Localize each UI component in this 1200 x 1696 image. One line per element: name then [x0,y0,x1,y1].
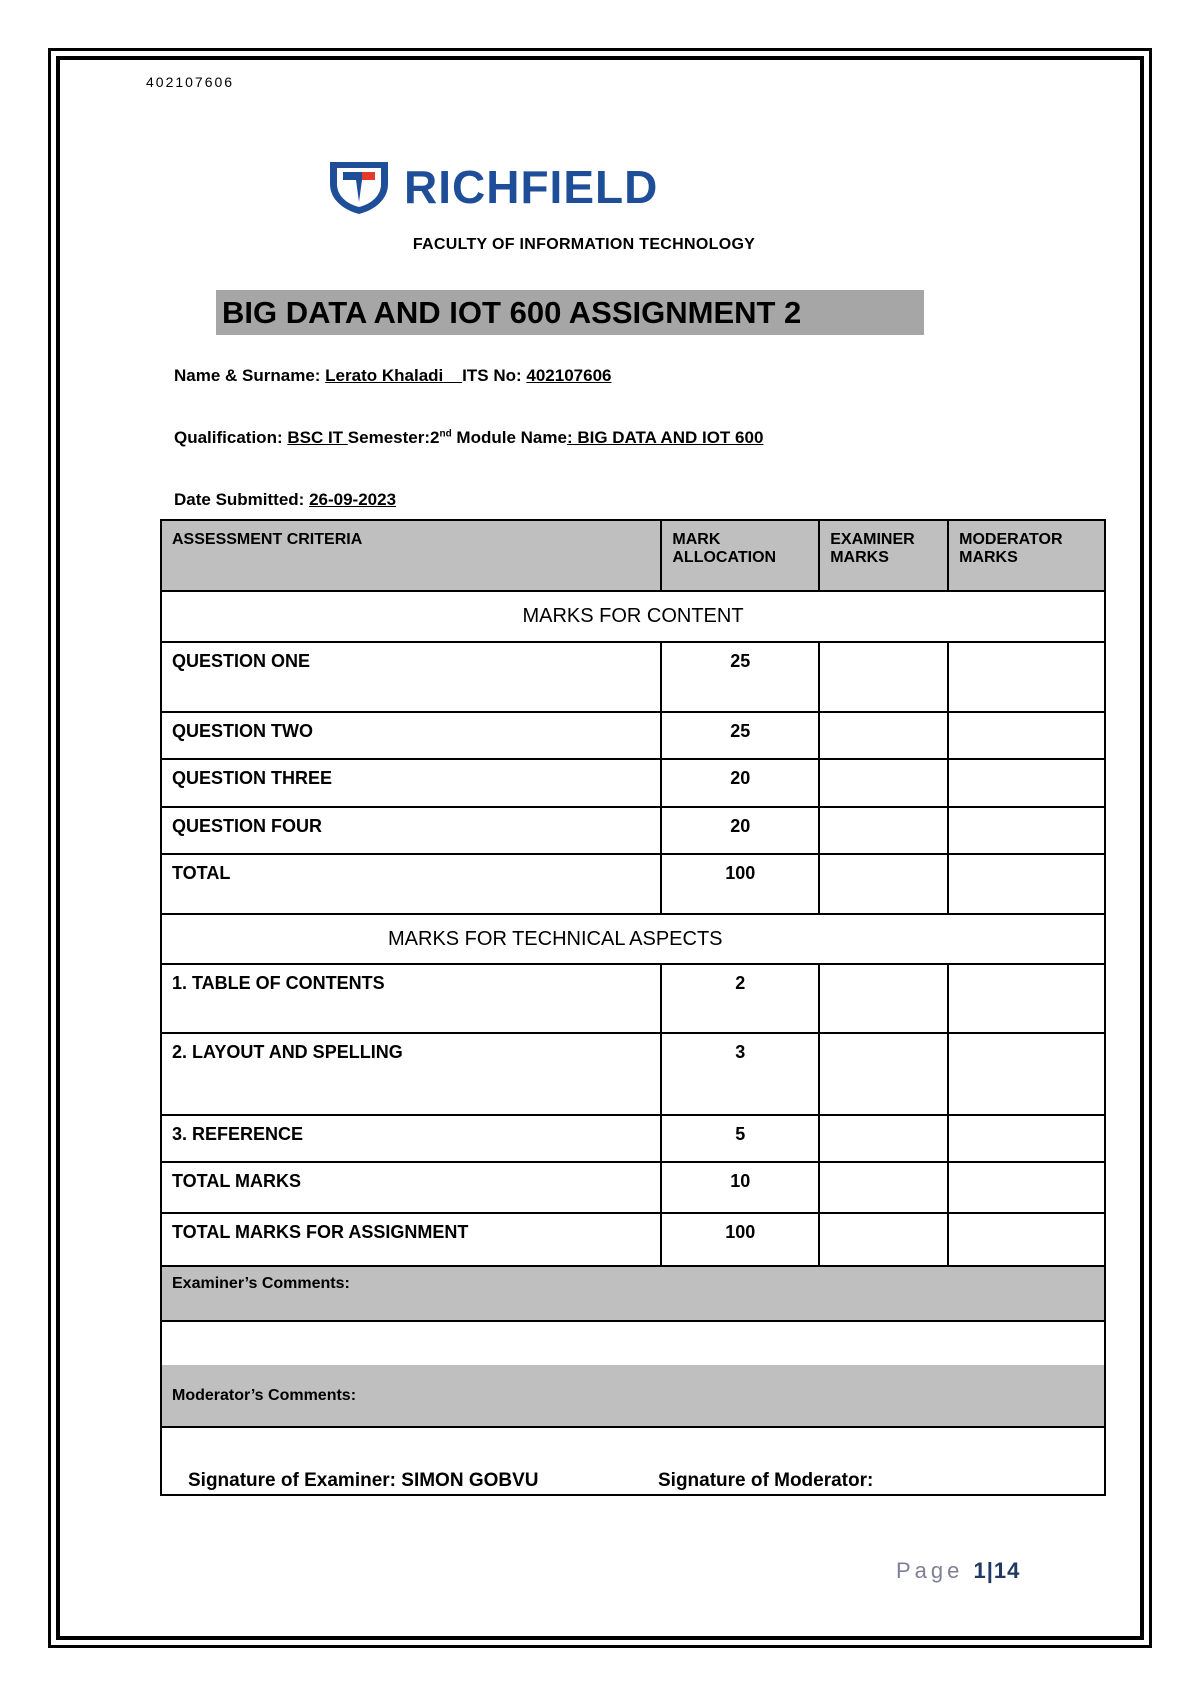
table-row [161,759,1105,807]
header-examiner: EXAMINER MARKS [819,520,948,591]
semester-suffix: nd [439,428,452,440]
semester-label: Semester:2 [347,428,440,447]
page-number [896,1558,1020,1584]
examiner-mark-cell[interactable] [819,712,948,759]
table-row [161,1115,1105,1162]
section-technical-heading: MARKS FOR TECHNICAL ASPECTS [161,914,1105,964]
row-marks: 2 [661,964,819,1033]
date-value: 26-09-2023 [309,490,397,509]
table-row [161,1162,1105,1213]
signature-examiner: Signature of Examiner: SIMON GOBVU [188,1470,539,1491]
moderator-mark-cell[interactable] [948,642,1105,712]
row-marks: 10 [661,1162,819,1213]
examiner-mark-cell[interactable] [819,642,948,712]
header-criteria: ASSESSMENT CRITERIA [161,520,661,591]
row-marks: 20 [661,759,819,807]
moderator-mark-cell[interactable] [948,712,1105,759]
row-marks: 100 [661,854,819,914]
module-label: Module Name [451,428,567,447]
examiner-mark-cell[interactable] [819,1115,948,1162]
row-marks: 5 [661,1115,819,1162]
header-id-number: 402107606 [146,74,235,90]
table-row [161,807,1105,854]
row-marks: 25 [661,712,819,759]
section-content-heading: MARKS FOR CONTENT [161,591,1105,642]
faculty-heading: FACULTY OF INFORMATION TECHNOLOGY [412,236,756,253]
row-marks: 100 [661,1213,819,1266]
examiner-mark-cell[interactable] [819,759,948,807]
qualification-label: Qualification: [174,428,288,447]
moderator-mark-cell[interactable] [948,1115,1105,1162]
header-allocation: MARK ALLOCATION [661,520,819,591]
examiner-mark-cell[interactable] [819,1213,948,1266]
examiner-mark-cell[interactable] [819,1033,948,1115]
its-label: ITS No: [462,366,527,385]
moderator-mark-cell[interactable] [948,807,1105,854]
page-separator: | [986,1558,994,1583]
richfield-logo [326,158,658,216]
examiner-mark-cell[interactable] [819,1162,948,1213]
title-bar [216,290,924,335]
row-label: 3. REFERENCE [161,1115,661,1162]
table-row [161,712,1105,759]
table-row [161,964,1105,1033]
row-marks: 20 [661,807,819,854]
moderator-mark-cell[interactable] [948,854,1105,914]
row-label: QUESTION FOUR [161,807,661,854]
moderator-mark-cell[interactable] [948,759,1105,807]
name-value: Lerato Khaladi [325,366,444,385]
moderator-mark-cell[interactable] [948,1162,1105,1213]
row-label: QUESTION TWO [161,712,661,759]
table-row [161,642,1105,712]
module-value: : BIG DATA AND IOT 600 [566,428,764,447]
shield-icon [326,158,392,216]
page-current: 1 [973,1558,987,1583]
name-line [174,366,611,386]
moderator-mark-cell[interactable] [948,964,1105,1033]
qualification-line [174,428,763,448]
signature-moderator: Signature of Moderator: [658,1470,874,1491]
examiner-comments-field[interactable] [161,1321,1105,1365]
table-row [161,1213,1105,1266]
date-line [174,490,396,510]
name-label: Name & Surname: [174,366,326,385]
row-marks: 25 [661,642,819,712]
row-label: 1. TABLE OF CONTENTS [161,964,661,1033]
examiner-mark-cell[interactable] [819,807,948,854]
table-row [161,854,1105,914]
moderator-mark-cell[interactable] [948,1033,1105,1115]
assessment-table [160,519,1106,1496]
qualification-value: BSC IT [287,428,348,447]
table-header-row [161,520,1105,591]
moderator-mark-cell[interactable] [948,1213,1105,1266]
assignment-title: BIG DATA AND IOT 600 ASSIGNMENT 2 [222,295,802,330]
examiner-mark-cell[interactable] [819,854,948,914]
row-label: TOTAL MARKS [161,1162,661,1213]
page-word: Page [896,1558,964,1583]
signature-row [161,1427,1105,1495]
header-moderator: MODERATOR MARKS [948,520,1105,591]
page-total: 14 [993,1558,1021,1583]
table-row [161,1033,1105,1115]
examiner-comments-label: Examiner’s Comments: [161,1266,1105,1321]
row-label: QUESTION ONE [161,642,661,712]
examiner-mark-cell[interactable] [819,964,948,1033]
moderator-comments-label: Moderator’s Comments: [161,1365,1105,1427]
its-value: 402107606 [526,366,612,385]
row-marks: 3 [661,1033,819,1115]
row-label: 2. LAYOUT AND SPELLING [161,1033,661,1115]
row-label: TOTAL MARKS FOR ASSIGNMENT [161,1213,661,1266]
row-label: TOTAL [161,854,661,914]
logo-text: RICHFIELD [404,161,659,213]
date-label: Date Submitted: [174,490,310,509]
row-label: QUESTION THREE [161,759,661,807]
